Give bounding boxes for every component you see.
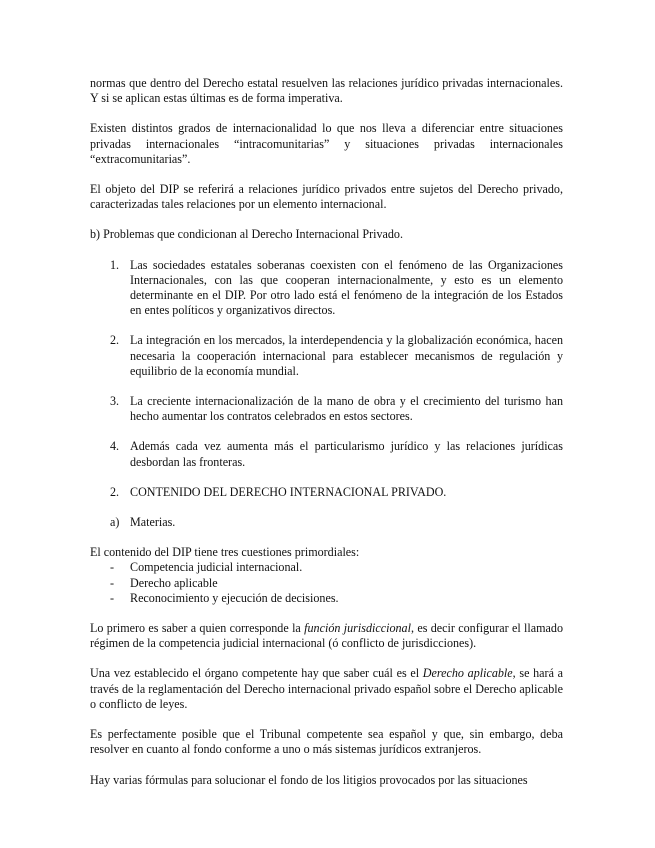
list-text: Las sociedades estatales soberanas coexisten con el fenómeno de las Organizaciones Internacionales, con las que cooperan internacionalmente, y esto es un elemento determinante en el DIP. Por otro lado está el fenómeno de la integración de los Estados en entes políticos y organizativos directos. [130, 257, 563, 318]
text-run: , es decir configurar el llamado régimen de la competencia judicial internacional (ó conflicto de jurisdicciones). [90, 621, 563, 651]
list-dash: - [110, 560, 115, 575]
list-text: Materias. [130, 515, 176, 530]
list-number: 3. [110, 394, 120, 409]
list-number: a) [110, 515, 120, 530]
list-dash: - [110, 590, 115, 605]
list-text: Reconocimiento y ejecución de decisiones. [130, 590, 339, 605]
cuestiones-list [90, 560, 563, 606]
list-text: La creciente internacionalización de la mano de obra y el crecimiento del turismo han hecho aumentar los contratos celebrados en estos sectores. [130, 394, 563, 424]
paragraph-formulas: Hay varias fórmulas para solucionar el fondo de los litigios provocados por las situaciones [90, 772, 528, 787]
text-run: , se hará a través de la reglamentación del Derecho internacional privado español sobre el Derecho aplicable o conflicto de leyes. [90, 666, 564, 711]
paragraph-intro: normas que dentro del Derecho estatal resuelven las relaciones jurídico privadas internacionales. Y si se aplican estas últimas es de forma imperativa. [90, 76, 563, 106]
paragraph-funcion [90, 621, 563, 651]
list-number: 4. [110, 439, 120, 454]
paragraph-tribunal: Es perfectamente posible que el Tribunal competente sea español y que, sin embargo, deba resolver en cuanto al fondo conforme a uno o más sistemas jurídicos extranjeros. [90, 727, 563, 757]
italic-term: función jurisdiccional [304, 621, 411, 636]
list-number: 1. [110, 257, 120, 272]
list-item [90, 560, 563, 575]
list-text: Competencia judicial internacional. [130, 560, 303, 575]
paragraph-objeto: El objeto del DIP se referirá a relaciones jurídico privados entre sujetos del Derecho privado, caracterizadas tales relaciones por un elemento internacional. [90, 182, 563, 212]
list-number: 2. [110, 333, 120, 348]
problems-list [90, 258, 563, 531]
paragraph-grados: Existen distintos grados de internacionalidad lo que nos lleva a diferenciar entre situaciones privadas internacionales “intracomunitarias” y situaciones privadas internacionales “extracomunitarias”. [90, 121, 563, 166]
paragraph-contenido-intro: El contenido del DIP tiene tres cuestiones primordiales: [90, 545, 360, 560]
paragraph-derecho-aplicable [90, 666, 563, 712]
list-item [90, 591, 563, 606]
list-item [90, 439, 563, 469]
text-run: Lo primero es saber a quien corresponde la [90, 621, 305, 636]
list-dash: - [110, 575, 115, 590]
list-item [90, 333, 563, 379]
text-run: Una vez establecido el órgano competente hay que saber cuál es el [90, 666, 423, 681]
list-text: La integración en los mercados, la interdependencia y la globalización económica, hacen necesaria la cooperación internacional para establecer mecanismos de regulación y equilibrio de la economía mundial. [130, 333, 563, 378]
list-text: Además cada vez aumenta más el particularismo jurídico y las relaciones jurídicas desbordan las fronteras. [130, 439, 563, 469]
list-item [90, 576, 563, 591]
list-text: Derecho aplicable [130, 575, 218, 590]
list-item [90, 394, 563, 424]
list-item [90, 258, 563, 319]
document-page [90, 76, 563, 803]
list-number: 2. [110, 484, 120, 499]
section-heading-contenido [90, 485, 563, 500]
subsection-heading-materias [90, 515, 563, 530]
section-heading-problemas: b) Problemas que condicionan al Derecho Internacional Privado. [90, 227, 403, 242]
list-text: CONTENIDO DEL DERECHO INTERNACIONAL PRIVADO. [130, 484, 447, 499]
italic-term: Derecho aplicable [422, 666, 513, 681]
